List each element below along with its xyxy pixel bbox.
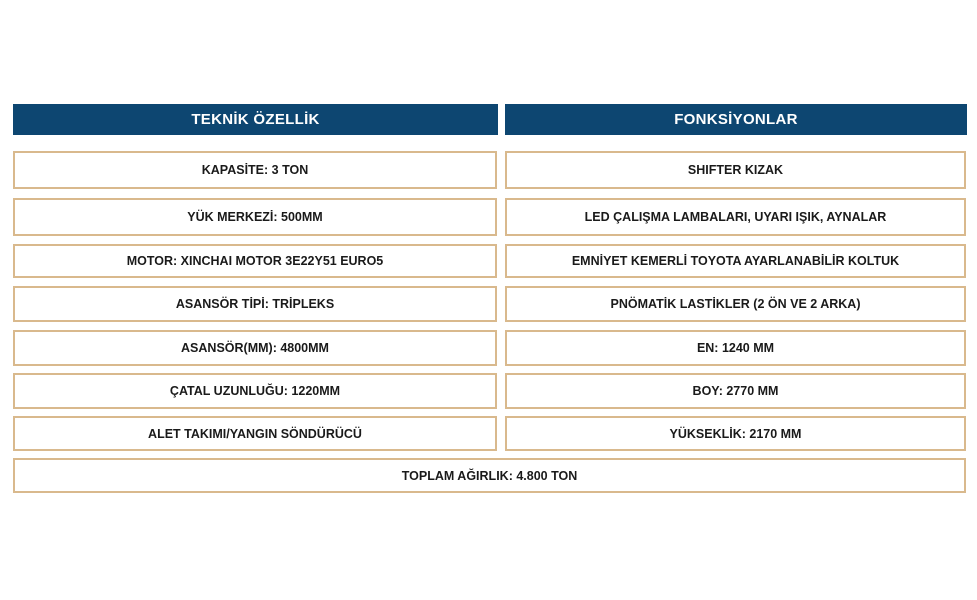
function-height: YÜKSEKLİK: 2170 MM bbox=[505, 416, 966, 451]
function-length: BOY: 2770 MM bbox=[505, 373, 966, 409]
header-technical-specs: TEKNİK ÖZELLİK bbox=[13, 104, 498, 135]
spec-mast-height: ASANSÖR(MM): 4800MM bbox=[13, 330, 497, 366]
spec-fork-length: ÇATAL UZUNLUĞU: 1220MM bbox=[13, 373, 497, 409]
function-seat: EMNİYET KEMERLİ TOYOTA AYARLANABİLİR KOLTUK bbox=[505, 244, 966, 278]
function-led-lights: LED ÇALIŞMA LAMBALARI, UYARI IŞIK, AYNALAR bbox=[505, 198, 966, 236]
spec-tool-kit: ALET TAKIMI/YANGIN SÖNDÜRÜCÜ bbox=[13, 416, 497, 451]
total-weight: TOPLAM AĞIRLIK: 4.800 TON bbox=[13, 458, 966, 493]
function-width: EN: 1240 MM bbox=[505, 330, 966, 366]
function-shifter: SHIFTER KIZAK bbox=[505, 151, 966, 189]
header-functions: FONKSİYONLAR bbox=[505, 104, 967, 135]
function-tires: PNÖMATİK LASTİKLER (2 ÖN VE 2 ARKA) bbox=[505, 286, 966, 322]
spec-mast-type: ASANSÖR TİPİ: TRİPLEKS bbox=[13, 286, 497, 322]
spec-load-center: YÜK MERKEZİ: 500MM bbox=[13, 198, 497, 236]
spec-motor: MOTOR: XINCHAI MOTOR 3E22Y51 EURO5 bbox=[13, 244, 497, 278]
spec-capacity: KAPASİTE: 3 TON bbox=[13, 151, 497, 189]
